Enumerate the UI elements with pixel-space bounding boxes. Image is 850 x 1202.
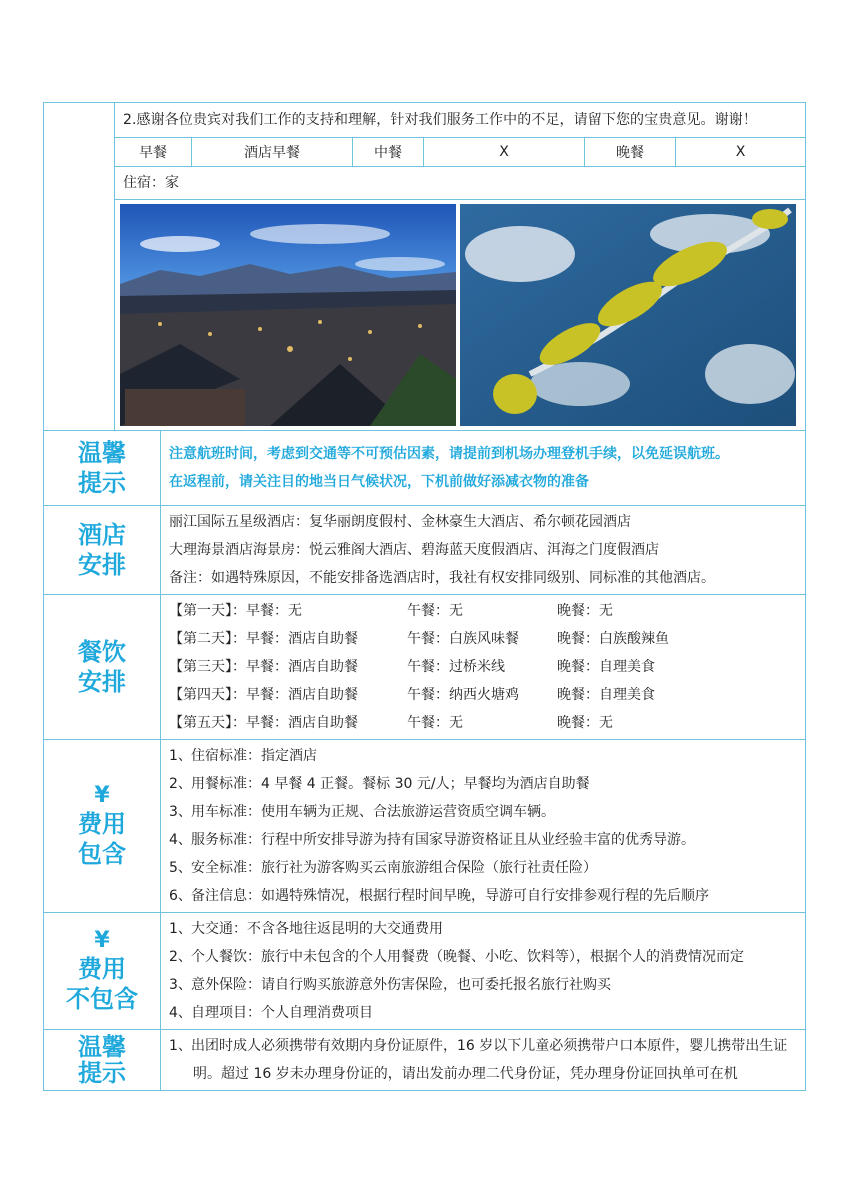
fees-excluded-list (161, 913, 806, 1030)
dining-day-row: 【第二天】：早餐：酒店自助餐 午餐：白族风味餐 晚餐：白族酸辣鱼 (169, 631, 669, 647)
tips2-heading: 温馨 提示 (44, 1030, 161, 1091)
tips-content (161, 431, 806, 506)
lunch-value: X (424, 138, 585, 167)
breakfast-label: 早餐 (115, 138, 192, 167)
dining-day-row: 【第三天】：早餐：酒店自助餐 午餐：过桥米线 晚餐：自理美食 (169, 659, 655, 675)
fees-excluded-heading: ¥ 费用 不包含 (44, 913, 161, 1030)
list-item: 4、服务标准：行程中所安排导游为持有国家导游资格证且从业经验丰富的优秀导游。 (169, 832, 695, 848)
list-item: 1、出团时成人必须携带有效期内身份证原件，16 岁以下儿童必须携带户口本原件，婴儿携带出生证明。超过 16 岁未办理身份证的，请出发前办理二代身份证，凭办理身份证回执单可在机 (169, 1038, 788, 1082)
list-item: 2、个人餐饮：旅行中未包含的个人用餐费（晚餐、小吃、饮料等），根据个人的消费情况而定 (169, 949, 744, 965)
dining-heading: 餐饮 安排 (44, 595, 161, 740)
thanks-note: 2.感谢各位贵宾对我们工作的支持和理解，针对我们服务工作中的不足，请留下您的宝贵意见。谢谢！ (115, 103, 806, 138)
list-item: 1、住宿标准：指定酒店 (169, 748, 317, 764)
fees-included-section (43, 739, 806, 913)
tips2-content (161, 1030, 806, 1091)
tips2-section (43, 1029, 806, 1091)
fees-included-list (161, 740, 806, 913)
meal-row (44, 138, 806, 167)
hotel-line: 丽江国际五星级酒店：复华丽朗度假村、金林豪生大酒店、希尔顿花园酒店 (169, 514, 631, 530)
list-item: 4、自理项目：个人自理消费项目 (169, 1005, 373, 1021)
hotel-section (43, 505, 806, 595)
fees-excluded-section (43, 912, 806, 1030)
fees-included-heading: ¥ 费用 包含 (44, 740, 161, 913)
dining-day-row: 【第一天】：早餐：无 午餐：无 晚餐：无 (169, 603, 613, 619)
list-item: 5、安全标准：旅行社为游客购买云南旅游组合保险（旅行社责任险） (169, 860, 597, 876)
left-empty-cell (44, 103, 115, 431)
dining-day-row: 【第四天】：早餐：酒店自助餐 午餐：纳西火塘鸡 晚餐：自理美食 (169, 687, 655, 703)
itinerary-document (43, 102, 806, 1091)
list-item: 3、用车标准：使用车辆为正规、合法旅游运营资质空调车辆。 (169, 804, 555, 820)
lijiang-old-town-photo (120, 204, 456, 426)
tips-section (43, 430, 806, 506)
tip-line: 注意航班时间，考虑到交通等不可预估因素，请提前到机场办理登机手续，以免延误航班。 (169, 446, 729, 462)
tips-heading: 温馨 提示 (44, 431, 161, 506)
dining-section (43, 594, 806, 740)
lunch-label: 中餐 (353, 138, 424, 167)
lodging-info: 住宿：家 (115, 167, 806, 200)
dinner-value: X (676, 138, 806, 167)
hotel-content (161, 506, 806, 595)
hotel-note: 备注：如遇特殊原因，不能安排备选酒店时，我社有权安排同级别、同标准的其他酒店。 (169, 570, 715, 586)
dining-content (161, 595, 806, 740)
list-item: 6、备注信息：如遇特殊情况，根据行程时间早晚，导游可自行安排参观行程的先后顺序 (169, 888, 709, 904)
yen-icon: ¥ (94, 783, 110, 808)
photo-row (115, 200, 806, 431)
hotel-heading: 酒店 安排 (44, 506, 161, 595)
dinner-label: 晚餐 (585, 138, 676, 167)
dining-day-row: 【第五天】：早餐：酒店自助餐 午餐：无 晚餐：无 (169, 715, 613, 731)
list-item: 1、大交通：不含各地往返昆明的大交通费用 (169, 921, 443, 937)
day-summary-table (43, 102, 806, 431)
list-item: 3、意外保险：请自行购买旅游意外伤害保险，也可委托报名旅行社购买 (169, 977, 611, 993)
hotel-line: 大理海景酒店海景房：悦云雅阁大酒店、碧海蓝天度假酒店、洱海之门度假酒店 (169, 542, 659, 558)
yen-icon: ¥ (94, 928, 110, 953)
tip-line: 在返程前，请关注目的地当日气候状况，下机前做好添减衣物的准备 (169, 474, 589, 490)
breakfast-value: 酒店早餐 (192, 138, 353, 167)
list-item: 2、用餐标准：4 早餐 4 正餐。餐标 30 元/人；早餐均为酒店自助餐 (169, 776, 590, 792)
erhai-lake-photo (460, 204, 796, 426)
